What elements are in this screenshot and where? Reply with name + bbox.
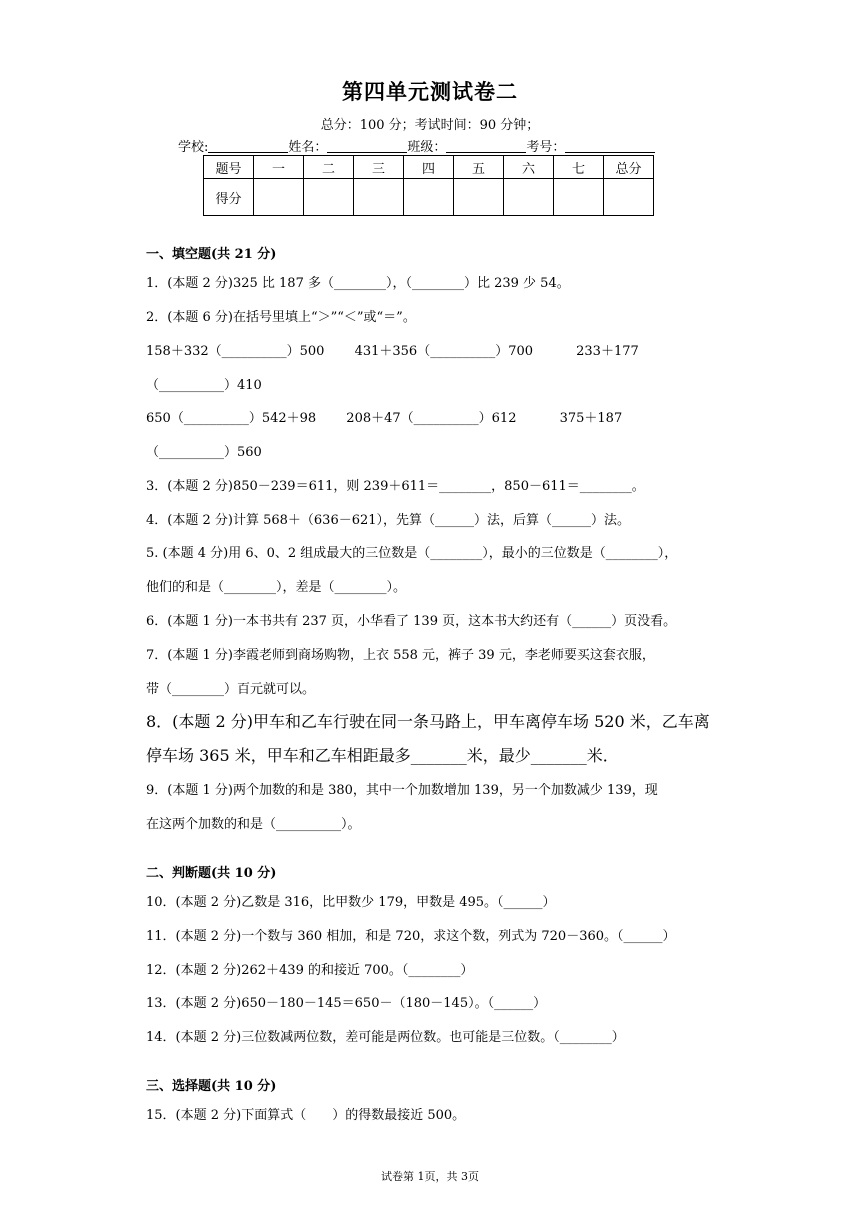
score-table	[203, 155, 654, 216]
score-row-label: 得分	[204, 179, 254, 216]
examno-label: 考号：	[526, 140, 566, 155]
question-5-cont: 他们的和是（________），差是（________）。	[146, 580, 407, 595]
score-header-cell: 六	[504, 156, 554, 179]
question-1: 1．(本题 2 分)325 比 187 多（________），（________）比 239 少 54。	[146, 276, 570, 291]
score-table-score-row	[204, 179, 654, 216]
section-heading-multiple-choice: 三、选择题(共 10 分)	[146, 1079, 277, 1094]
page-footer: 试卷第 1页，共 3页	[381, 1170, 479, 1183]
class-blank	[446, 139, 526, 153]
score-header-cell: 总分	[604, 156, 654, 179]
question-11: 11．(本题 2 分)一个数与 360 相加，和是 720，求这个数，列式为 720－360。（______）	[146, 929, 676, 944]
name-label: 姓名：	[288, 140, 328, 155]
exam-subtitle: 总分：100 分；考试时间：90 分钟；	[320, 118, 540, 133]
score-cell[interactable]	[454, 179, 504, 216]
section-heading-fill-in: 一、填空题(共 21 分)	[146, 247, 277, 262]
question-4: 4．(本题 2 分)计算 568＋（636－621），先算（______）法，后算（______）法。	[146, 513, 631, 528]
question-2-row-1: 158＋332（__________）500 431＋356（__________）700 233＋177	[146, 344, 639, 359]
score-cell[interactable]	[254, 179, 304, 216]
question-7-cont: 带（________）百元就可以。	[146, 682, 316, 697]
question-3: 3．(本题 2 分)850－239＝611，则 239＋611＝________，850－611＝________。	[146, 479, 645, 494]
score-header-cell: 五	[454, 156, 504, 179]
score-cell[interactable]	[304, 179, 354, 216]
school-label: 学校:	[178, 140, 209, 155]
question-14: 14．(本题 2 分)三位数减两位数，差可能是两位数。也可能是三位数。（________）	[146, 1030, 625, 1045]
question-9-cont: 在这两个加数的和是（__________）。	[146, 817, 361, 832]
score-header-cell: 四	[404, 156, 454, 179]
score-header-cell: 一	[254, 156, 304, 179]
page-title: 第四单元测试卷二	[342, 80, 518, 104]
score-header-cell: 三	[354, 156, 404, 179]
question-5: 5. (本题 4 分)用 6、0、2 组成最大的三位数是（________），最小的三位数是（________），	[146, 546, 678, 561]
score-cell[interactable]	[604, 179, 654, 216]
score-header-cell: 二	[304, 156, 354, 179]
score-header-cell: 七	[554, 156, 604, 179]
question-6: 6．(本题 1 分)一本书共有 237 页，小华看了 139 页，这本书大约还有（______）页没看。	[146, 614, 677, 629]
class-label: 班级：	[407, 140, 447, 155]
score-cell[interactable]	[354, 179, 404, 216]
question-12: 12．(本题 2 分)262＋439 的和接近 700。（________）	[146, 963, 474, 978]
score-cell[interactable]	[504, 179, 554, 216]
question-15: 15．(本题 2 分)下面算式（ ）的得数最接近 500。	[146, 1108, 466, 1123]
question-13: 13．(本题 2 分)650－180－145＝650－（180－145）。（______）	[146, 996, 547, 1011]
question-7: 7．(本题 1 分)李霞老师到商场购物，上衣 558 元，裤子 39 元，李老师要买这套衣服，	[146, 648, 655, 663]
name-blank	[327, 139, 407, 153]
question-2-row-1-cont: （__________）410	[146, 378, 262, 393]
question-10: 10．(本题 2 分)乙数是 316，比甲数少 179，甲数是 495。（______）	[146, 895, 556, 910]
section-heading-true-false: 二、判断题(共 10 分)	[146, 866, 277, 881]
school-blank	[208, 139, 288, 153]
question-2-row-2: 650（__________）542＋98 208＋47（__________）612 375＋187	[146, 411, 623, 426]
examno-blank	[565, 139, 655, 153]
score-cell[interactable]	[554, 179, 604, 216]
question-8: 8．(本题 2 分)甲车和乙车行驶在同一条马路上，甲车离停车场 520 米，乙车离	[146, 712, 710, 731]
score-table-header-row	[204, 156, 654, 179]
score-cell[interactable]	[404, 179, 454, 216]
question-9: 9．(本题 1 分)两个加数的和是 380，其中一个加数增加 139，另一个加数减少 139，现	[146, 783, 658, 798]
student-info-line	[178, 136, 655, 155]
score-header-cell: 题号	[204, 156, 254, 179]
question-8-cont: 停车场 365 米，甲车和乙车相距最多_______米，最少_______米．	[146, 746, 619, 765]
question-2: 2．(本题 6 分)在括号里填上“＞”“＜”或“＝”。	[146, 310, 416, 325]
question-2-row-2-cont: （__________）560	[146, 445, 262, 460]
